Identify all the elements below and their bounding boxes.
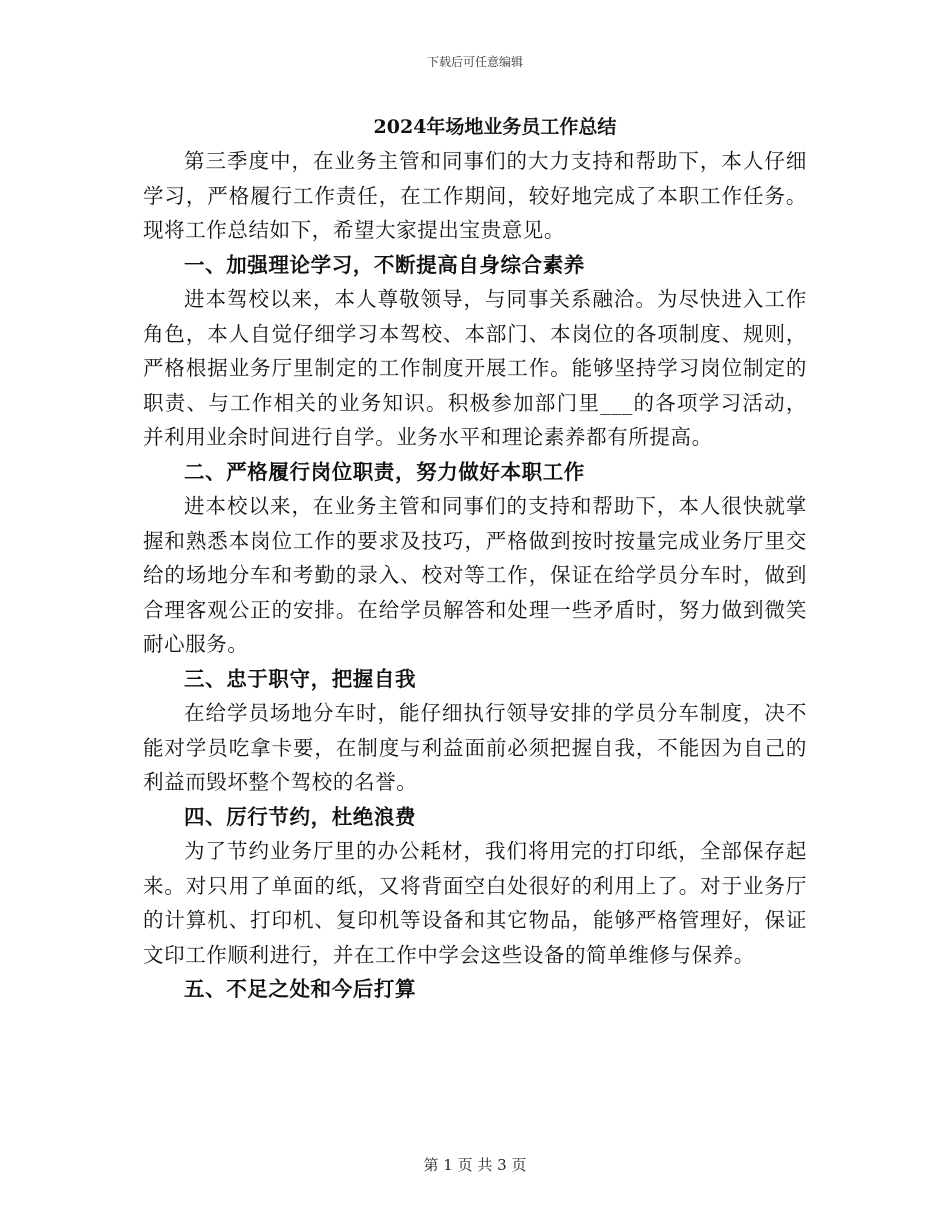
- paragraph-section-4: 为了节约业务厅里的办公耗材，我们将用完的打印纸，全部保存起来。对只用了单面的纸，又将背面空白处很好的利用上了。对于业务厅的计算机、打印机、复印机等设备和其它物品，能够严格管理好，保证文印工作顺利进行，并在工作中学会这些设备的简单维修与保养。: [143, 839, 807, 967]
- section-heading-3: 三、忠于职守，把握自我: [184, 666, 417, 691]
- document-body: [143, 110, 807, 1007]
- paragraph-section-1: 进本驾校以来，本人尊敬领导，与同事关系融洽。为尽快进入工作角色，本人自觉仔细学习本驾校、本部门、本岗位的各项制度、规则，严格根据业务厅里制定的工作制度开展工作。能够坚持学习岗位制定的职责、与工作相关的业务知识。积极参加部门里___的各项学习活动，并利用业余时间进行自学。业务水平和理论素养都有所提高。: [143, 287, 807, 449]
- section-heading-5: 五、不足之处和今后打算: [184, 977, 417, 1001]
- paragraph-section-3: 在给学员场地分车时，能仔细执行领导安排的学员分车制度，决不能对学员吃拿卡要，在制度与利益面前必须把握自我，不能因为自己的利益而毁坏整个驾校的名誉。: [143, 701, 807, 794]
- paragraph-section-2: 进本校以来，在业务主管和同事们的支持和帮助下，本人很快就掌握和熟悉本岗位工作的要求及技巧，严格做到按时按量完成业务厅里交给的场地分车和考勤的录入、校对等工作，保证在给学员分车时，做到合理客观公正的安排。在给学员解答和处理一些矛盾时，努力做到微笑耐心服务。: [143, 494, 807, 656]
- header-note: 下载后可任意编辑: [426, 55, 523, 69]
- section-heading-2: 二、严格履行岗位职责，努力做好本职工作: [184, 459, 585, 484]
- page-footer: 第 1 页 共 3 页: [423, 1156, 527, 1174]
- document-title: 2024年场地业务员工作总结: [373, 116, 617, 138]
- section-heading-1: 一、加强理论学习，不断提高自身综合素养: [184, 252, 585, 277]
- paragraph-intro: 第三季度中，在业务主管和同事们的大力支持和帮助下，本人仔细学习，严格履行工作责任，在工作期间，较好地完成了本职工作任务。现将工作总结如下，希望大家提出宝贵意见。: [143, 149, 807, 242]
- section-heading-4: 四、厉行节约，杜绝浪费: [184, 804, 417, 829]
